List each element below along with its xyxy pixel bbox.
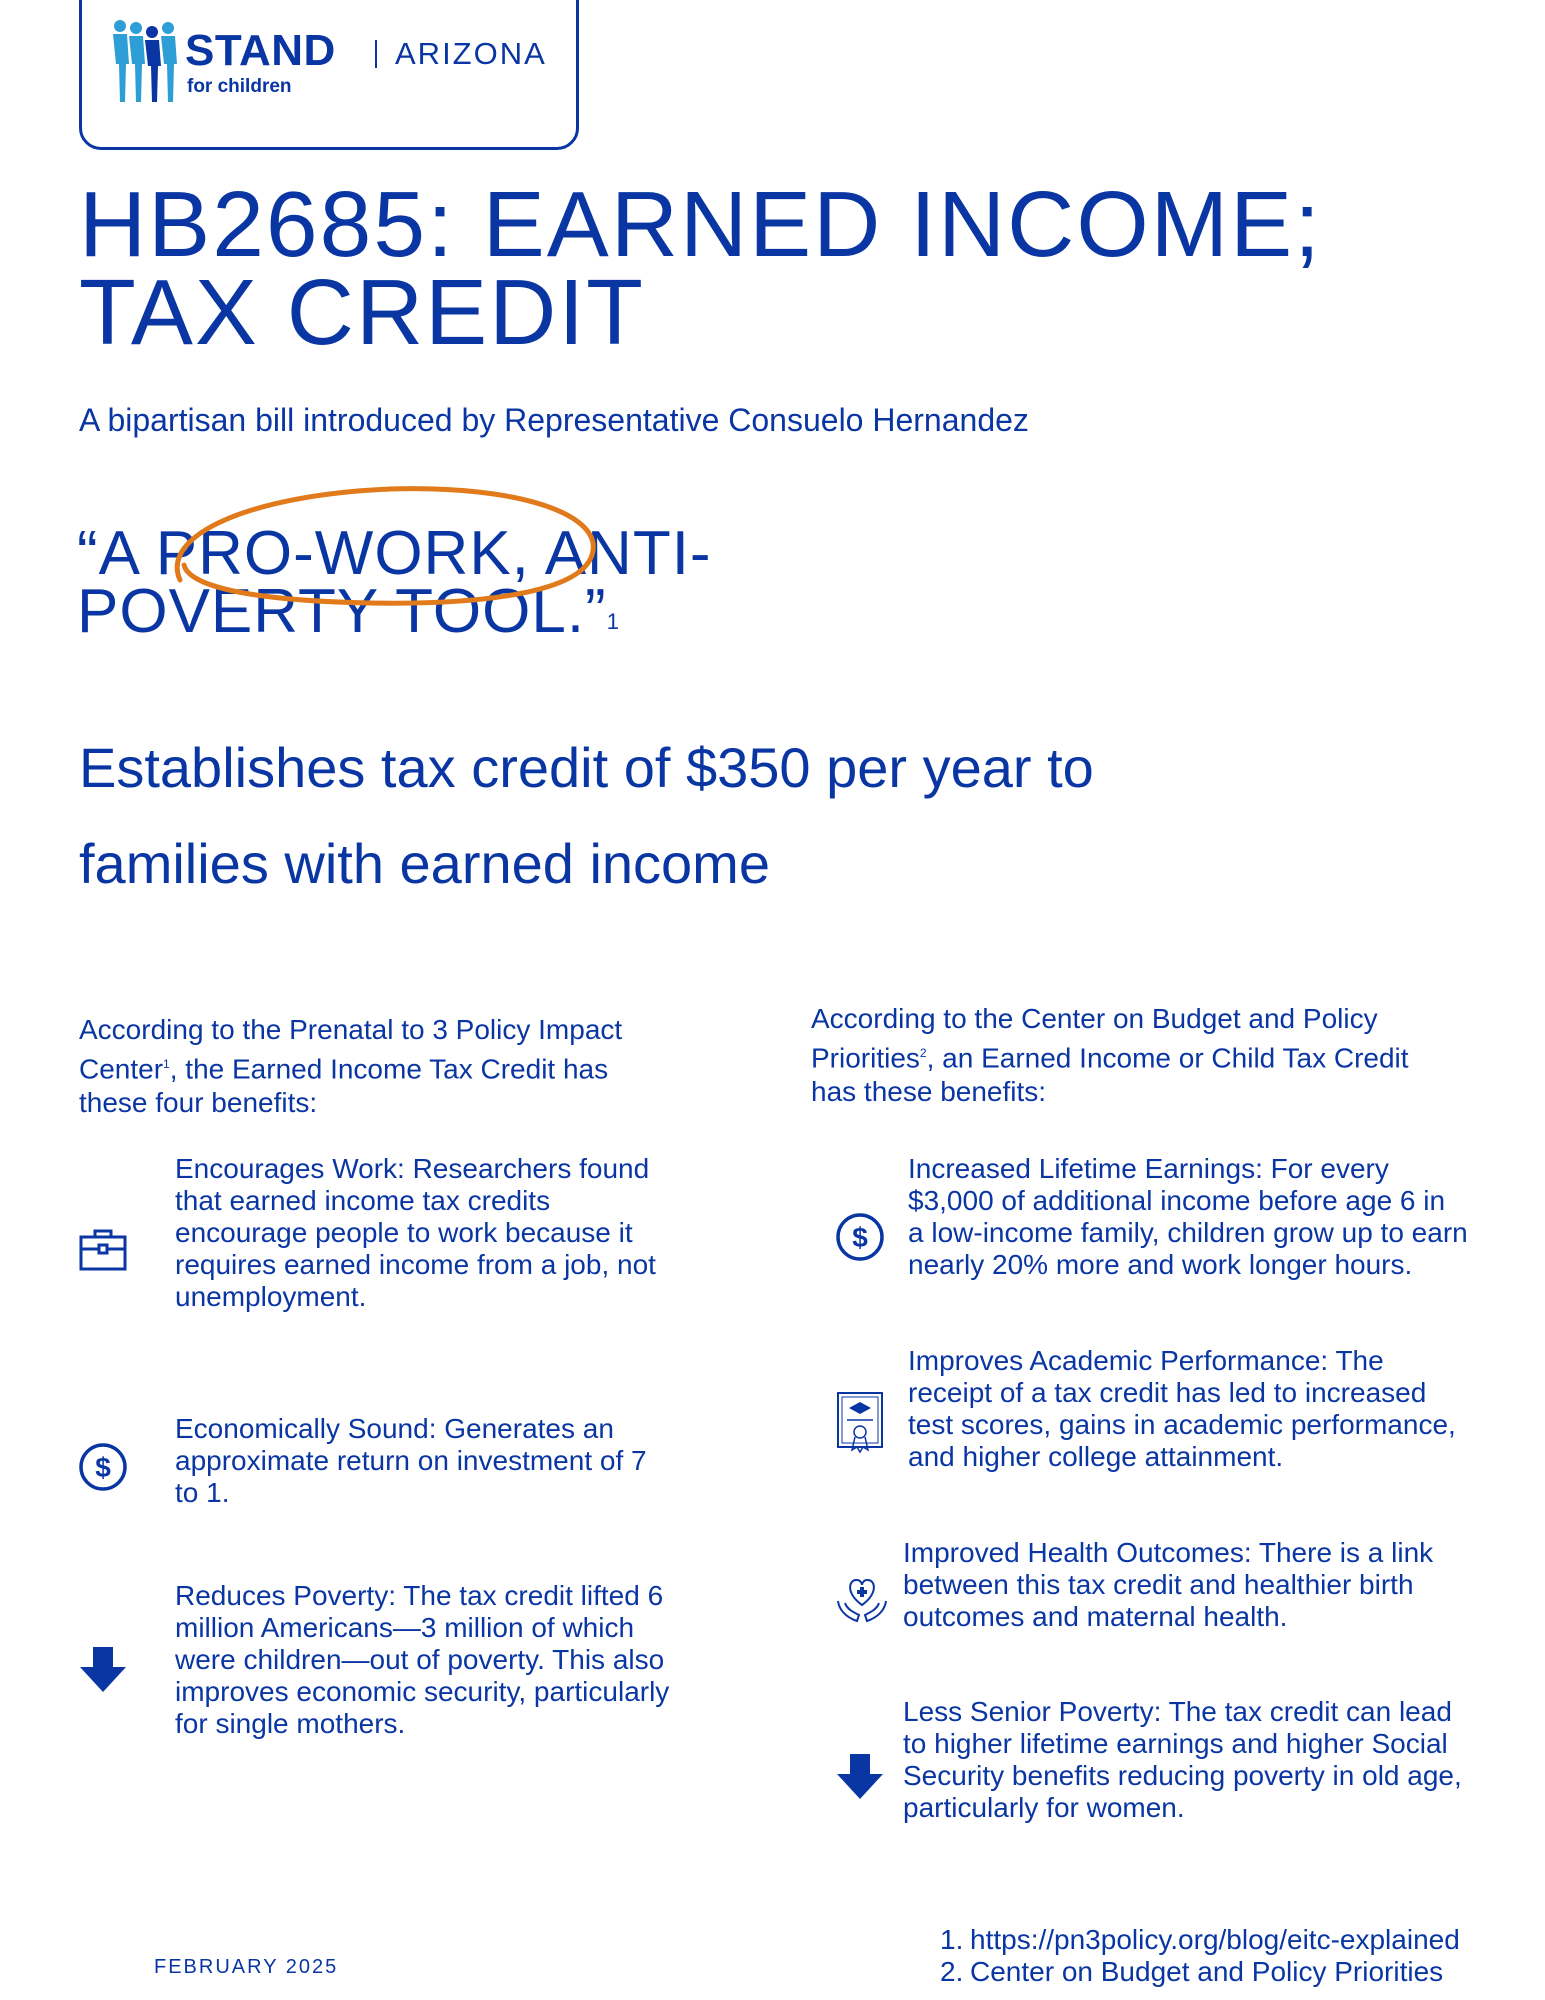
headline-line-1: Establishes tax credit of $350 per year to: [79, 736, 1094, 799]
footnote-item: [940, 1956, 1460, 1988]
diploma-certificate-icon: [835, 1390, 885, 1456]
left-intro-text-b: , the Earned Income Tax Credit has these four benefits:: [79, 1053, 609, 1119]
left-intro-ref: 1: [163, 1057, 170, 1071]
benefit-economically-sound: Economically Sound: Generates an approximate return on investment of 7 to 1.: [175, 1413, 647, 1508]
brand-state: ARIZONA: [395, 36, 547, 71]
footnote-text: Center on Budget and Policy Priorities: [970, 1956, 1444, 1987]
benefit-encourages-work: Encourages Work: Researchers found that earned income tax credits encourage people to work because it requires earned income from a job, not unemployment.: [175, 1153, 656, 1312]
title-line-2: TAX CREDIT: [79, 260, 645, 364]
left-intro: [79, 1013, 679, 1120]
brand-tagline: for children: [187, 76, 292, 97]
page-subtitle: A bipartisan bill introduced by Representative Consuelo Hernandez: [79, 402, 1029, 438]
dollar-circle-icon: [835, 1212, 885, 1262]
brand-name: STAND: [185, 26, 336, 75]
stand-logo-figures-icon: [110, 18, 182, 106]
right-intro-text-a: According to the Center on Budget and Policy Priorities: [811, 1003, 1378, 1074]
footnote-item: [940, 1924, 1460, 1956]
svg-text:$: $: [852, 1222, 868, 1253]
dollar-circle-icon: [78, 1442, 128, 1492]
quote-line-2: POVERTY TOOL.”: [77, 577, 607, 646]
benefit-reduces-poverty: Reduces Poverty: The tax credit lifted 6 million Americans—3 million of which were children—out of poverty. This also improves economic security, particularly for single mothers.: [175, 1580, 670, 1739]
headline: [79, 720, 1379, 912]
right-intro: [811, 1002, 1411, 1109]
headline-line-2: families with earned income: [79, 832, 770, 895]
down-arrow-icon: [78, 1645, 128, 1695]
down-arrow-icon: [835, 1752, 885, 1802]
benefit-lifetime-earnings: Increased Lifetime Earnings: For every $3,000 of additional income before age 6 in a low-income family, children grow up to earn nearly 20% more and work longer hours.: [908, 1153, 1468, 1280]
benefit-senior-poverty: Less Senior Poverty: The tax credit can lead to higher lifetime earnings and higher Social Security benefits reducing poverty in old age, particularly for women.: [903, 1696, 1462, 1823]
benefit-academic-performance: Improves Academic Performance: The receipt of a tax credit has led to increased test scores, gains in academic performance, and higher college attainment.: [908, 1345, 1456, 1472]
heart-hands-icon: [835, 1575, 889, 1625]
quote-line-1: “A PRO-WORK, ANTI-: [77, 519, 712, 588]
footnotes: [940, 1924, 1460, 1988]
right-intro-ref: 2: [919, 1046, 927, 1060]
highlight-circle-icon: [160, 475, 610, 625]
footnote-link[interactable]: https://pn3policy.org/blog/eitc-explained: [970, 1924, 1460, 1955]
svg-text:$: $: [95, 1452, 111, 1483]
left-intro-text-a: According to the Prenatal to 3 Policy Impact Center: [79, 1014, 623, 1085]
briefcase-icon: [78, 1225, 128, 1275]
footer-date: FEBRUARY 2025: [154, 1956, 339, 1978]
footnote-number: 2.: [940, 1956, 964, 1987]
logo-divider: [375, 40, 377, 68]
benefit-health-outcomes: Improved Health Outcomes: There is a link between this tax credit and healthier birth outcomes and maternal health.: [903, 1537, 1434, 1632]
footnote-number: 1.: [940, 1924, 964, 1955]
title-line-1: HB2685: EARNED INCOME;: [79, 172, 1323, 276]
page-title: [79, 172, 1519, 364]
quote-footnote-ref: 1: [606, 609, 620, 634]
right-intro-text-b: , an Earned Income or Child Tax Credit has these benefits:: [811, 1042, 1409, 1108]
